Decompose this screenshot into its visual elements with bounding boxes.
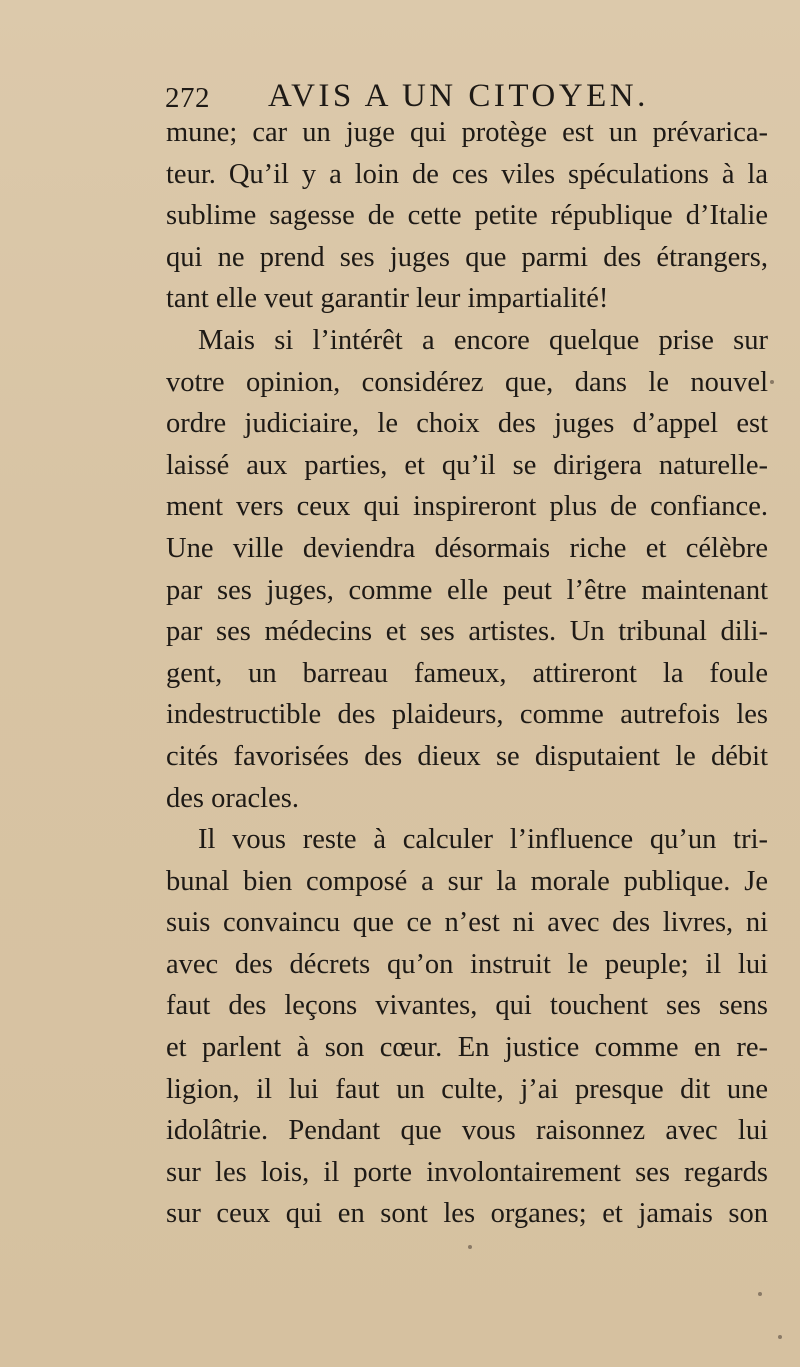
- text-line: Mais si l’intérêt a encore quelque prise sur: [198, 324, 768, 356]
- text-line: tant elle veut garantir leur impartialité!: [166, 283, 609, 315]
- text-line: bunal bien composé a sur la morale publique. Je: [166, 865, 768, 897]
- paper-speck: [758, 1292, 762, 1296]
- text-line: Il vous reste à calculer l’influence qu’un tri-: [198, 824, 768, 856]
- text-line: votre opinion, considérez que, dans le nouvel: [166, 366, 768, 398]
- text-line: ment vers ceux qui inspireront plus de confiance.: [166, 491, 768, 523]
- running-title: AVIS A UN CITOYEN.: [268, 78, 649, 114]
- text-line: suis convaincu que ce n’est ni avec des livres, ni: [166, 907, 768, 939]
- text-line: qui ne prend ses juges que parmi des étrangers,: [166, 241, 768, 273]
- paper-speck: [468, 1245, 472, 1249]
- text-line: avec des décrets qu’on instruit le peuple; il lui: [166, 948, 768, 980]
- text-line: sublime sagesse de cette petite république d’Italie: [166, 200, 768, 232]
- text-line: mune; car un juge qui protège est un prévarica-: [166, 117, 768, 148]
- text-line: et parlent à son cœur. En justice comme en re-: [166, 1032, 768, 1064]
- text-line: laissé aux parties, et qu’il se dirigera naturelle-: [166, 449, 768, 481]
- text-line: faut des leçons vivantes, qui touchent ses sens: [166, 990, 768, 1022]
- text-line: ligion, il lui faut un culte, j’ai presque dit une: [166, 1073, 768, 1105]
- text-line: cités favorisées des dieux se disputaient le débit: [166, 740, 768, 772]
- text-line: ordre judiciaire, le choix des juges d’appel est: [166, 408, 768, 440]
- text-line: par ses médecins et ses artistes. Un tribunal dili-: [166, 616, 768, 648]
- paper-speck: [778, 1335, 782, 1339]
- text-line: idolâtrie. Pendant que vous raisonnez avec lui: [166, 1115, 768, 1147]
- text-line: sur ceux qui en sont les organes; et jamais son: [166, 1198, 768, 1230]
- text-line: teur. Qu’il y a loin de ces viles spéculations à la: [166, 158, 768, 190]
- text-line: des oracles.: [166, 782, 299, 814]
- text-line: indestructible des plaideurs, comme autrefois les: [166, 699, 768, 731]
- text-line: par ses juges, comme elle peut l’être maintenant: [166, 574, 768, 606]
- text-line: gent, un barreau fameux, attireront la foule: [166, 657, 768, 689]
- text-line: Une ville deviendra désormais riche et célèbre: [166, 532, 768, 564]
- body-text: [166, 112, 768, 1235]
- page-number: 272: [165, 82, 210, 114]
- text-line: sur les lois, il porte involontairement ses regards: [166, 1156, 768, 1188]
- paper-speck: [770, 380, 774, 384]
